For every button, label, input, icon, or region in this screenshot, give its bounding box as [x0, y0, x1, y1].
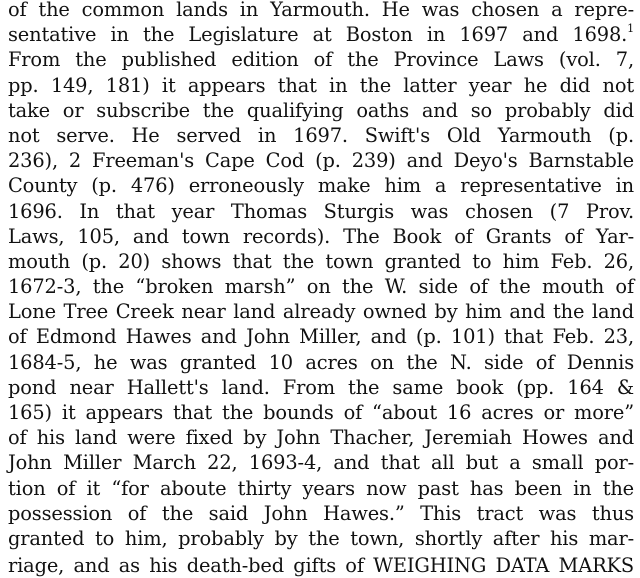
text-line: County (p. 476) erroneously make him a representative in	[8, 174, 634, 198]
text-line: John Miller March 22, 1693-4, and that all but a small por-	[8, 451, 634, 475]
text-line: From the published edition of the Province Laws (vol. 7,	[8, 48, 634, 72]
text-line: 1696. In that year Thomas Sturgis was chosen (7 Prov.	[8, 199, 634, 223]
text-line: of the common lands in Yarmouth. He was chosen a repre-	[8, 0, 634, 21]
cut-off-text: riage, and as his death-bed gifts of WEIGHING DATA MARKS	[8, 554, 634, 578]
text-line: granted to him, probably by the town, shortly after his mar-	[8, 526, 634, 550]
text-line: not serve. He served in 1697. Swift's Old Yarmouth (p.	[8, 123, 634, 147]
text-line: pond near Hallett's land. From the same book (pp. 164 &	[8, 375, 634, 399]
text-line: mouth (p. 20) shows that the town granted to him Feb. 26,	[8, 249, 634, 273]
text-line: Lone Tree Creek near land already owned by him and the land	[8, 300, 634, 324]
document-page	[8, 0, 634, 578]
cut-off-text-line	[8, 553, 634, 578]
text-line: of Edmond Hawes and John Miller, and (p. 101) that Feb. 23,	[8, 325, 634, 349]
text-line: tion of it “for aboute thirty years now past has been in the	[8, 476, 634, 500]
footnote-marker: 1	[627, 21, 634, 35]
text-line: 1684-5, he was granted 10 acres on the N. side of Dennis	[8, 350, 634, 374]
text-line-content: sentative in the Legislature at Boston in 1697 and 1698.	[8, 23, 628, 47]
text-line: 165) it appears that the bounds of “about 16 acres or more”	[8, 401, 634, 424]
text-line: pp. 149, 181) it appears that in the latter year he did not	[8, 73, 634, 97]
text-line: 1672-3, the “broken marsh” on the W. side of the mouth of	[8, 275, 634, 299]
text-line: 236), 2 Freeman's Cape Cod (p. 239) and Deyo's Barnstable	[8, 149, 634, 173]
text-line: possession of the said John Hawes.” This tract was thus	[8, 501, 634, 525]
text-line: take or subscribe the qualifying oaths and so probably did	[8, 98, 634, 122]
text-line: Laws, 105, and town records). The Book of Grants of Yar-	[8, 224, 634, 248]
text-line	[8, 22, 634, 47]
text-line: of his land were fixed by John Thacher, Jeremiah Howes and	[8, 426, 634, 450]
